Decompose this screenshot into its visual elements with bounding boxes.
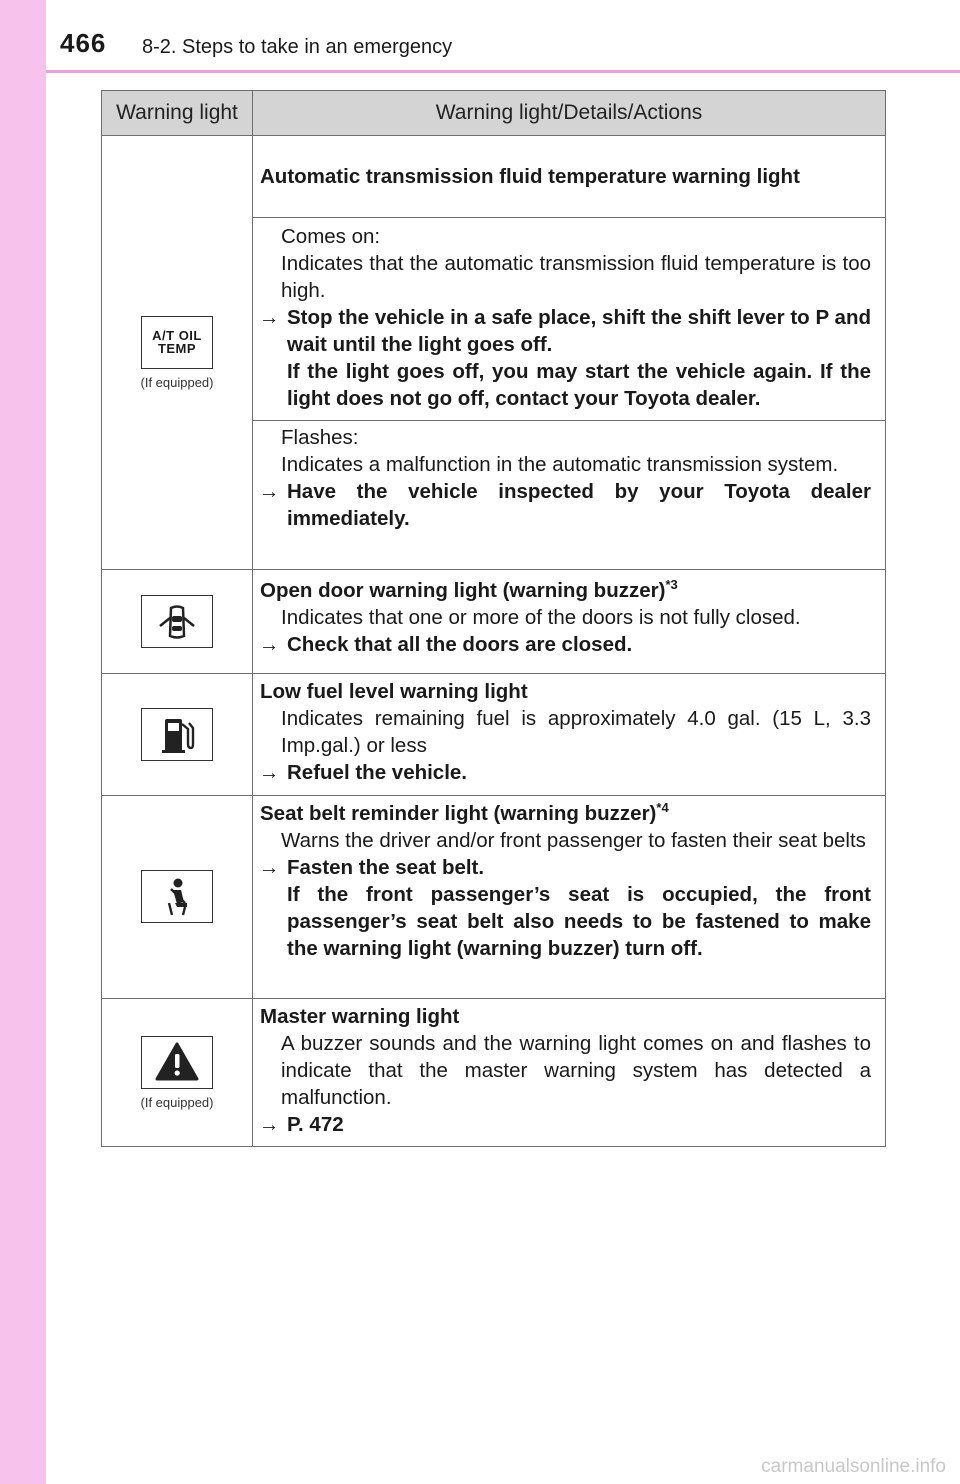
master-text: A buzzer sounds and the warning light comes on and flashes to indicate that the master warning system has detected a malfunction. (281, 1032, 871, 1109)
footnote-3: *3 (665, 577, 678, 593)
page-sidebar (0, 0, 46, 1484)
seatbelt-icon-cell (102, 796, 253, 999)
door-text: Indicates that one or more of the doors is not fully closed. (281, 606, 801, 629)
fuel-details-cell (253, 674, 886, 796)
door-details-cell (253, 570, 886, 674)
seatbelt-action2: If the front passenger’s seat is occupied, the front passenger’s seat belt also needs to be fastened to make the warning light (warning buzzer) turn off. (287, 883, 871, 960)
table-row (102, 570, 886, 674)
at-oil-temp-icon (141, 316, 213, 369)
master-icon-cell (102, 999, 253, 1147)
fuel-icon-cell (102, 674, 253, 796)
page-number: 466 (60, 28, 107, 58)
if-equipped-note: (If equipped) (140, 1094, 214, 1110)
fuel-pump-icon (141, 708, 213, 761)
atf-icon-line1: A/T OIL (152, 328, 202, 343)
arrow-icon: → (259, 633, 280, 656)
arrow-icon: → (259, 1113, 280, 1136)
seatbelt-title: Seat belt reminder light (warning buzzer)$^{*4}$ (260, 800, 669, 825)
open-door-icon (141, 595, 213, 648)
seatbelt-details-cell (253, 796, 886, 999)
master-action (253, 1111, 871, 1138)
arrow-icon: → (259, 761, 280, 784)
master-details-cell (253, 999, 886, 1147)
atf-flash-label: Flashes: (281, 426, 359, 449)
fuel-action: → Refuel the vehicle. (259, 761, 468, 784)
atf-on-text: Indicates that the automatic transmission fluid temperature is too high. (281, 252, 871, 302)
arrow-icon: → (259, 306, 280, 329)
atf-on-action: → Stop the vehicle in a safe place, shift the shift lever to P and wait until the light goes off. (259, 306, 871, 356)
table-row (102, 674, 886, 796)
table-row (102, 796, 886, 999)
atf-on-label: Comes on: (281, 225, 381, 248)
watermark: carmanualsonline.info (761, 1456, 946, 1477)
seatbelt-text: Warns the driver and/or front passenger to fasten their seat belts (281, 829, 866, 852)
footnote-4: *4 (656, 800, 669, 816)
section-title: 8-2. Steps to take in an emergency (142, 36, 453, 58)
table-header-row (102, 91, 886, 136)
table-row (102, 136, 886, 218)
door-title: Open door warning light (warning buzzer)$^{*3}$ (260, 577, 678, 602)
header-rule (46, 70, 960, 73)
seat-belt-icon (141, 870, 213, 923)
arrow-icon: → (259, 856, 280, 879)
atf-icon-line2: TEMP (157, 341, 197, 356)
arrow-icon: → (259, 480, 280, 503)
if-equipped-note: (If equipped) (140, 374, 214, 390)
master-warning-icon (141, 1036, 213, 1089)
master-title: Master warning light (260, 1005, 460, 1028)
warning-light-table (101, 90, 886, 1147)
fuel-title: Low fuel level warning light (260, 680, 528, 703)
door-icon-cell (102, 570, 253, 674)
fuel-text: Indicates remaining fuel is approximately 4.0 gal. (15 L, 3.3 Imp.gal.) or less (281, 707, 871, 757)
atf-flash-text: Indicates a malfunction in the automatic transmission system. (281, 453, 839, 476)
atf-on-action2: If the light goes off, you may start the vehicle again. If the light does not go off, contact your Toyota dealer. (287, 360, 871, 410)
page-reference-link[interactable]: P. 472 (287, 1113, 344, 1136)
col-header-details: Warning light/Details/Actions (253, 91, 886, 136)
table-row (102, 999, 886, 1147)
atf-title-cell (253, 136, 886, 218)
atf-comes-on-cell (253, 218, 886, 421)
atf-flash-action: → Have the vehicle inspected by your Toyota dealer immediately. (259, 480, 871, 530)
col-header-warning-light: Warning light (102, 91, 253, 136)
atf-icon-cell (102, 136, 253, 570)
seatbelt-action: → Fasten the seat belt. (259, 856, 485, 879)
atf-flashes-cell (253, 421, 886, 570)
door-action: → Check that all the doors are closed. (259, 633, 633, 656)
atf-title: Automatic transmission fluid temperature warning light (260, 165, 800, 188)
